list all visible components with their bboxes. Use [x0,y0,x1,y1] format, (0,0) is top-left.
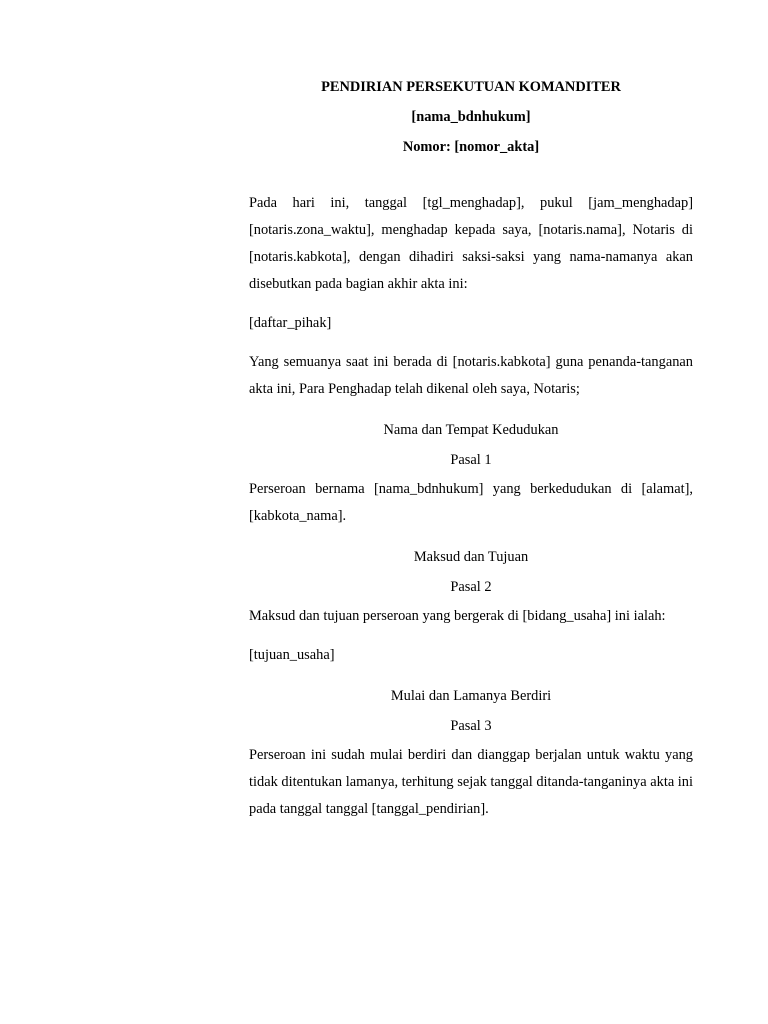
document-body [249,72,693,835]
article-3-number: Pasal 3 [450,718,492,734]
deed-number: Nomor: [nomor_akta] [402,139,540,155]
article-3-body: Perseroan ini sudah mulai berdiri dan dianggap berjalan untuk waktu yang tidak ditentukan lamanya, terhitung sejak tanggal ditanda-tanganinya akta ini pada tanggal tanggal [tanggal_pendirian]. [249,747,693,817]
article-1-body: Perseroan bernama [nama_bdnhukum] yang berkedudukan di [alamat], [kabkota_nama]. [249,481,693,524]
entity-name: [nama_bdnhukum] [411,109,531,125]
opening-paragraph: Pada hari ini, tanggal [tgl_menghadap], pukul [jam_menghadap] [notaris.zona_waktu], menghadap kepada saya, [notaris.nama], Notaris di [notaris.kabkota], dengan dihadiri saksi-saksi yang nama-namanya akan disebutkan pada bagian akhir akta ini: [249,195,693,292]
article-1-number: Pasal 1 [450,452,492,468]
parties-placeholder: [daftar_pihak] [249,315,332,331]
article-2-body: Maksud dan tujuan perseroan yang bergerak di [bidang_usaha] ini ialah: [249,608,666,624]
article-2-number: Pasal 2 [450,579,492,595]
article-2-extra: [tujuan_usaha] [249,647,335,663]
presence-paragraph: Yang semuanya saat ini berada di [notaris.kabkota] guna penanda-tanganan akta ini, Para Penghadap telah dikenal oleh saya, Notaris; [249,354,693,397]
article-2-heading: Maksud dan Tujuan [413,549,529,565]
title-spacer [249,162,693,190]
article-1-heading: Nama dan Tempat Kedudukan [383,422,559,438]
article-3-heading: Mulai dan Lamanya Berdiri [390,688,552,704]
document-title: PENDIRIAN PERSEKUTUAN KOMANDITER [321,79,621,95]
